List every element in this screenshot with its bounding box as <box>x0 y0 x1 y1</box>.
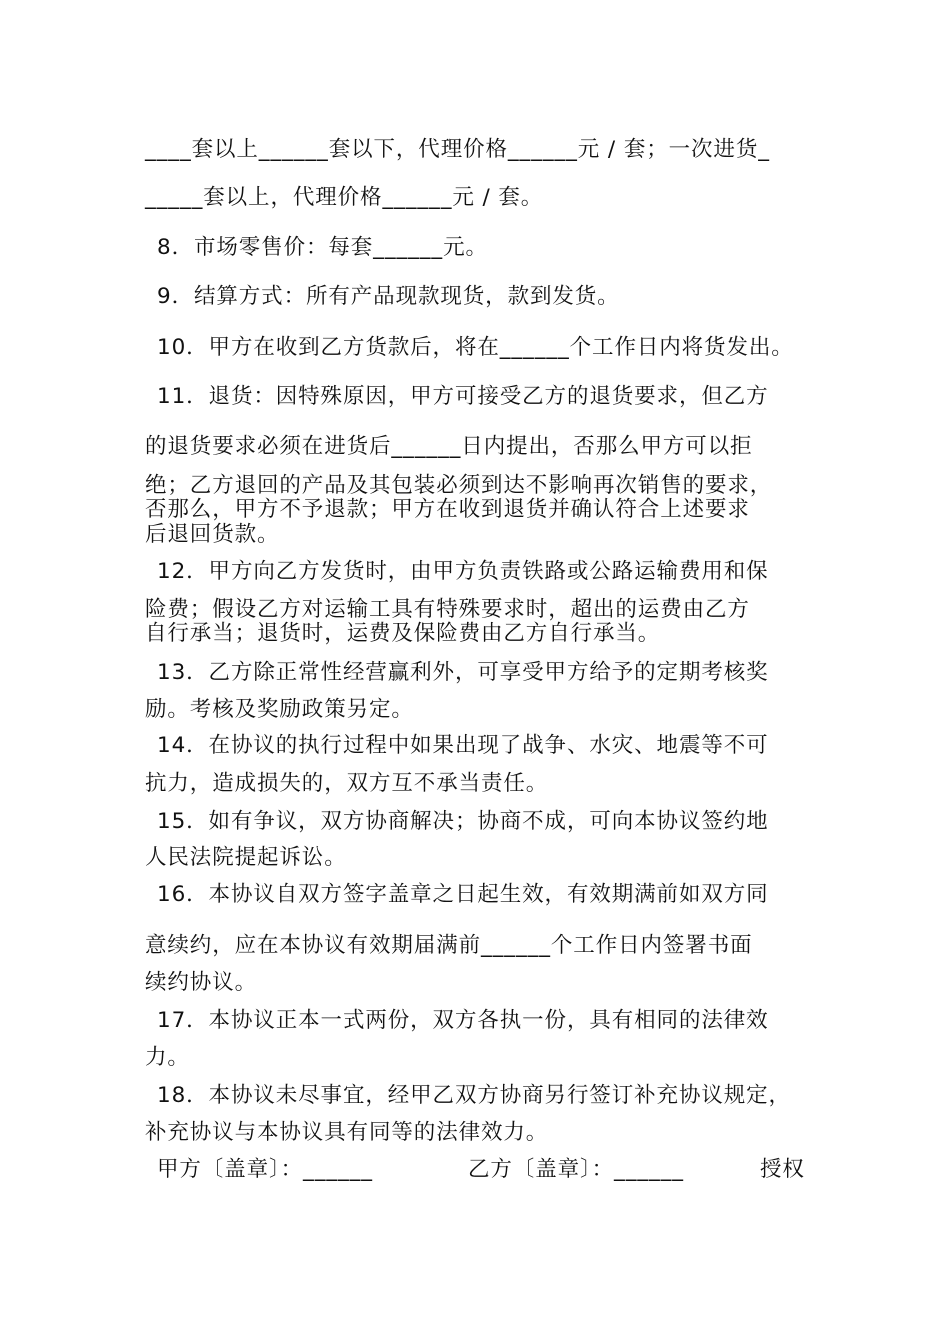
text-line: 补充协议与本协议具有同等的法律效力。 <box>145 1120 549 1145</box>
text-line: 的退货要求必须在进货后______日内提出，否那么甲方可以拒 <box>145 434 753 459</box>
clause-14: 14．在协议的执行过程中如果出现了战争、水灾、地震等不可 <box>157 733 769 758</box>
clause-13: 13．乙方除正常性经营赢利外，可享受甲方给予的定期考核奖 <box>157 660 769 685</box>
clause-8: 8．市场零售价：每套______元。 <box>157 235 488 260</box>
text-line: 励。考核及奖励政策另定。 <box>145 697 414 722</box>
authorized-label: 授权 <box>760 1157 805 1182</box>
text-line: 抗力，造成损失的，双方互不承当责任。 <box>145 771 549 796</box>
clause-16: 16．本协议自双方签字盖章之日起生效，有效期满前如双方同 <box>157 882 769 907</box>
text-line: 绝；乙方退回的产品及其包装必须到达不影响再次销售的要求， <box>145 473 773 498</box>
text-line: 自行承当；退货时，运费及保险费由乙方自行承当。 <box>145 621 661 646</box>
clause-12: 12．甲方向乙方发货时，由甲方负责铁路或公路运输费用和保 <box>157 559 769 584</box>
text-line: 意续约，应在本协议有效期届满前______个工作日内签署书面 <box>145 933 753 958</box>
text-line: 险费；假设乙方对运输工具有特殊要求时，超出的运费由乙方 <box>145 597 750 622</box>
clause-10: 10．甲方在收到乙方货款后，将在______个工作日内将货发出。 <box>157 335 794 360</box>
text-line: 续约协议。 <box>145 970 258 995</box>
party-b-seal: 乙方〔盖章〕：______ <box>468 1157 684 1182</box>
clause-18: 18．本协议未尽事宜，经甲乙双方协商另行签订补充协议规定， <box>157 1083 791 1108</box>
clause-9: 9．结算方式：所有产品现款现货，款到发货。 <box>157 284 620 309</box>
text-line: 力。 <box>145 1045 190 1070</box>
clause-17: 17．本协议正本一式两份，双方各执一份，具有相同的法律效 <box>157 1008 769 1033</box>
text-line: _____套以上，代理价格______元 / 套。 <box>145 185 544 210</box>
party-a-seal: 甲方〔盖章〕：______ <box>157 1157 373 1182</box>
clause-11: 11．退货：因特殊原因，甲方可接受乙方的退货要求，但乙方 <box>157 384 769 409</box>
clause-15: 15．如有争议，双方协商解决；协商不成，可向本协议签约地 <box>157 809 769 834</box>
text-line: 后退回货款。 <box>145 522 280 547</box>
text-line: ____套以上______套以下，代理价格______元 / 套；一次进货_ <box>145 137 770 162</box>
text-line: 人民法院提起诉讼。 <box>145 845 347 870</box>
text-line: 否那么，甲方不予退款；甲方在收到退货并确认符合上述要求 <box>145 497 750 522</box>
